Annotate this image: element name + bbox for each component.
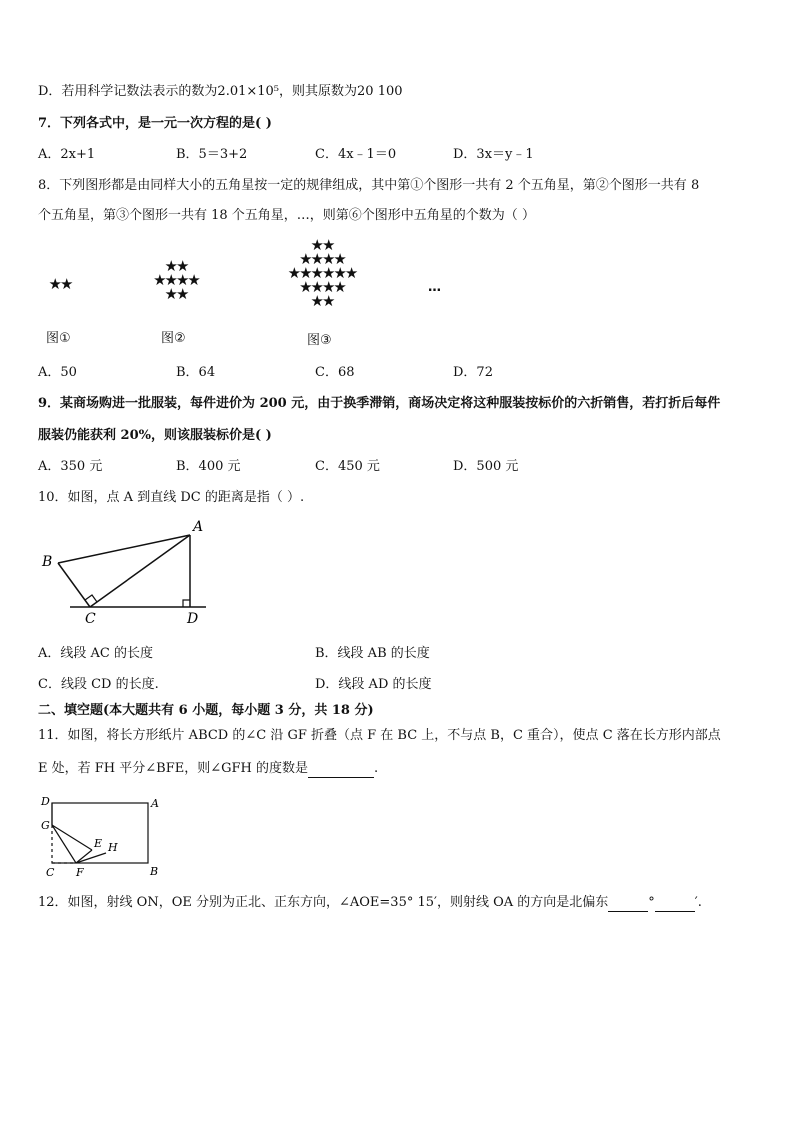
figure-label-2: 图② (161, 331, 186, 346)
star-row: ★★ (164, 257, 188, 275)
q7-option-a: A．2x+1 (38, 147, 96, 162)
star-row: ★★ (310, 236, 334, 254)
q11-period: . (373, 761, 379, 776)
q7-option-c: C．4x﹣1＝0 (315, 147, 397, 162)
star-row: ★★ (48, 275, 72, 293)
question-8-line1: 8．下列图形都是由同样大小的五角星按一定的规律组成，其中第①个图形一共有 2 个五角星，第②个图形一共有 8 (38, 178, 700, 193)
q9-option-d: D．500 元 (453, 459, 519, 474)
q8-option-a: A．50 (38, 365, 77, 380)
point-d-label: D (41, 795, 50, 808)
star-ellipsis: … (428, 280, 441, 295)
q10-option-a: A．线段 AC 的长度 (38, 646, 153, 661)
question-7: 7．下列各式中，是一元一次方程的是( ) (38, 116, 272, 131)
point-c-label: C (85, 611, 96, 625)
star-figure-3 (270, 238, 374, 308)
section-2-heading: 二、填空题(本大题共有 6 小题，每小题 3 分，共 18 分) (38, 703, 374, 718)
triangle-figure-q10 (38, 515, 213, 625)
point-a-label: A (193, 519, 204, 535)
question-10: 10．如图，点 A 到直线 DC 的距离是指（ ）. (38, 490, 305, 505)
point-b-label: B (150, 865, 159, 878)
q9-option-c: C．450 元 (315, 459, 380, 474)
question-9-line2: 服装仍能获利 20%，则该服装标价是( ) (38, 428, 272, 443)
question-9-line1: 9．某商场购进一批服装，每件进价为 200 元，由于换季滞销，商场决定将这种服装按标价的六折销售，若打折后每件 (38, 396, 721, 411)
question-11-line1: 11．如图，将长方形纸片 ABCD 的∠C 沿 GF 折叠（点 F 在 BC 上，不与点 B，C 重合），使点 C 落在长方形内部点 (38, 728, 721, 743)
point-c-label: C (46, 866, 55, 879)
star-row: ★★★★ (299, 278, 345, 296)
star-row: ★★★★ (153, 271, 199, 289)
rectangle-fold-figure-q11 (38, 795, 168, 881)
q7-option-d: D．3x＝y﹣1 (453, 147, 534, 162)
figure-label-3: 图③ (307, 333, 332, 348)
question-12 (38, 894, 702, 912)
q9-option-b: B．400 元 (176, 459, 241, 474)
q12-minute-sign: ′. (694, 895, 702, 910)
star-row: ★★ (310, 292, 334, 310)
q10-option-c: C．线段 CD 的长度. (38, 677, 159, 692)
q12-degree-sign: ° (648, 895, 655, 910)
point-d-label: D (187, 611, 199, 625)
q11-answer-blank[interactable] (308, 762, 374, 778)
q8-option-b: B．64 (176, 365, 216, 380)
point-g-label: G (41, 819, 50, 832)
q9-option-a: A．350 元 (38, 459, 103, 474)
star-row: ★★★★★★ (287, 264, 357, 282)
q11-text: E 处，若 FH 平分∠BFE，则∠GFH 的度数是 (38, 761, 308, 776)
question-8-line2: 个五角星，第③个图形一共有 18 个五角星，…，则第⑥个图形中五角星的个数为（ ） (38, 208, 535, 223)
figure-label-1: 图① (46, 331, 71, 346)
star-row: ★★ (164, 285, 188, 303)
q8-option-c: C．68 (315, 365, 355, 380)
star-figure-2 (140, 259, 212, 301)
q6-option-d: D．若用科学记数法表示的数为2.01×10⁵，则其原数为20 100 (38, 84, 403, 99)
q12-text: 12．如图，射线 ON，OE 分别为正北、正东方向，∠AOE=35° 15′，则射线 OA 的方向是北偏东 (38, 895, 609, 910)
q12-minute-blank[interactable] (655, 896, 695, 912)
point-b-label: B (42, 554, 53, 570)
point-a-label: A (151, 797, 159, 810)
q7-option-b: B．5＝3+2 (176, 147, 248, 162)
question-11-line2 (38, 760, 378, 778)
q10-option-b: B．线段 AB 的长度 (315, 646, 430, 661)
point-f-label: F (76, 866, 84, 879)
q12-degree-blank[interactable] (608, 896, 648, 912)
star-row: ★★★★ (299, 250, 345, 268)
q10-option-d: D．线段 AD 的长度 (315, 677, 432, 692)
star-figure-1 (40, 277, 80, 291)
q8-option-d: D．72 (453, 365, 493, 380)
point-e-label: E (94, 837, 103, 850)
point-h-label: H (108, 841, 118, 854)
